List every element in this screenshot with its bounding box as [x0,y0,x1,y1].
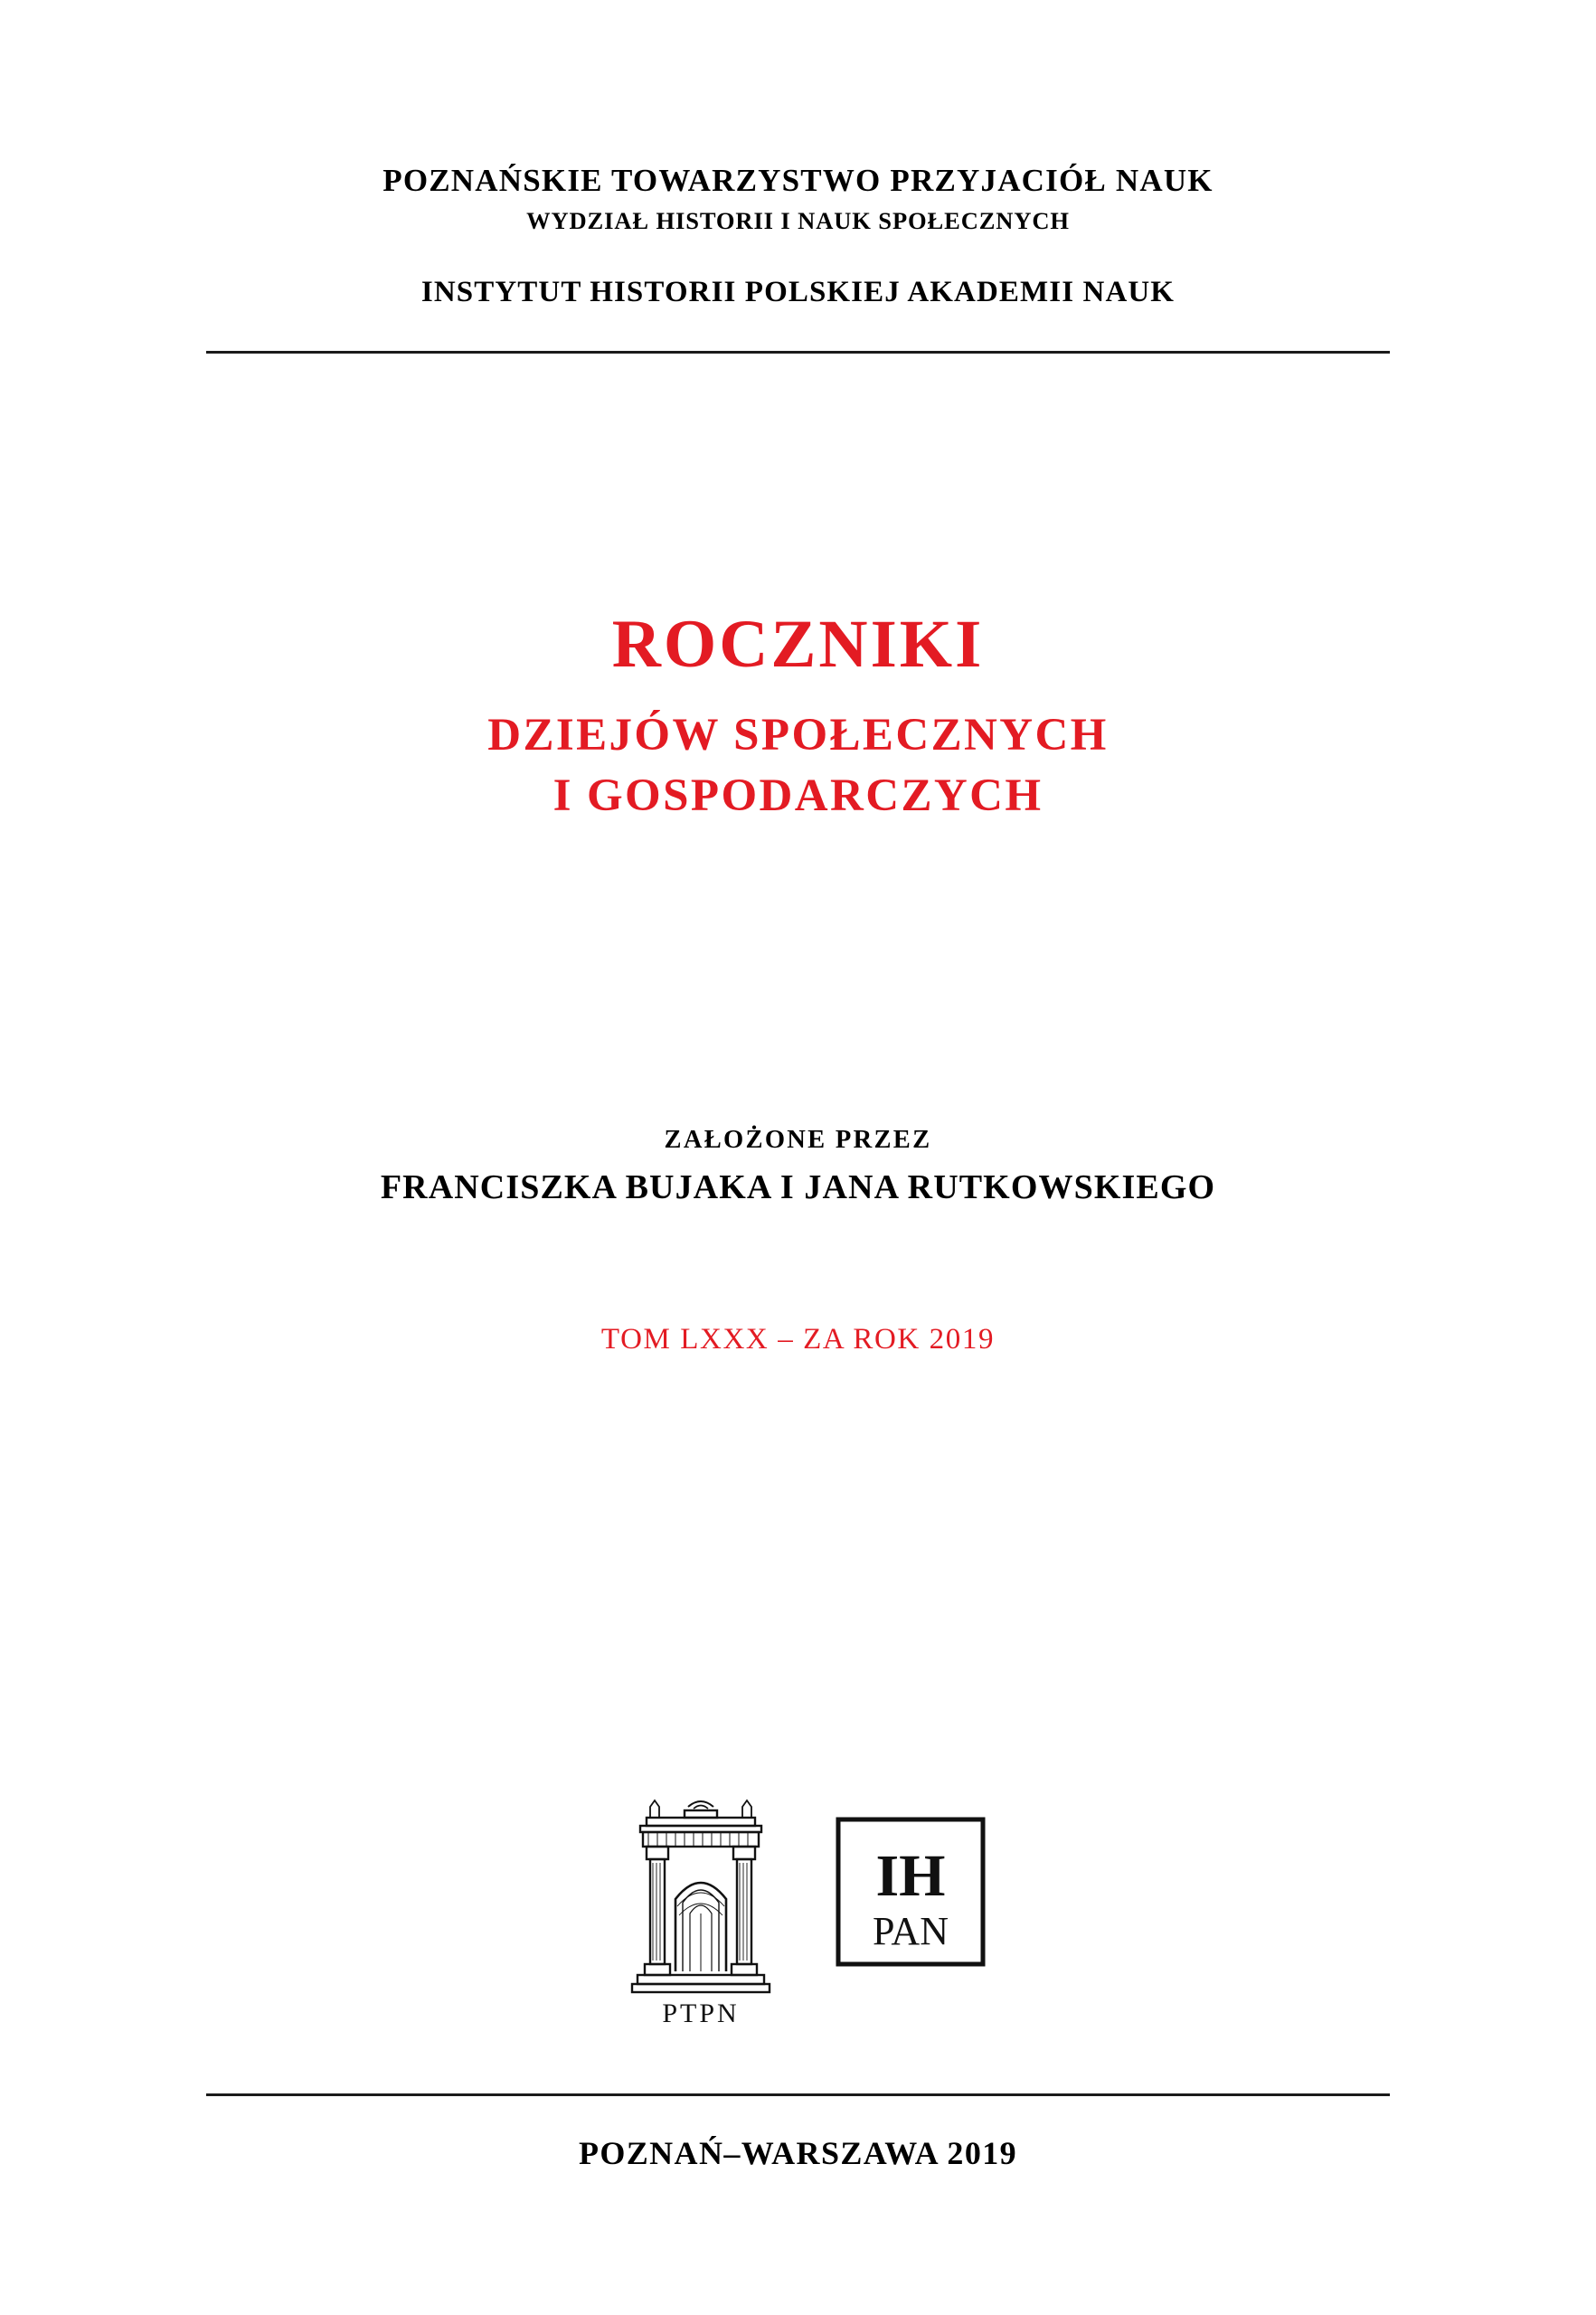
publisher-institute: INSTYTUT HISTORII POLSKIEJ AKADEMII NAUK [420,275,1176,308]
publisher-division: WYDZIAŁ HISTORII I NAUK SPOŁECZNYCH [526,206,1070,234]
divider-bottom [206,2093,1390,2096]
publisher-block [203,161,1393,311]
ptpn-caption: PTPN [661,1998,740,2028]
ihpan-logo [835,1816,987,1979]
journal-title-block [203,608,1393,826]
page-title: ROCZNIKI [611,607,985,682]
publisher-society: POZNAŃSKIE TOWARZYSTWO PRZYJACIÓŁ NAUK [382,163,1214,198]
founders-names: FRANCISZKA BUJAKA I JANA RUTKOWSKIEGO [380,1168,1216,1206]
founders-block [203,1126,1393,1207]
founders-prefix: ZAŁOŻONE PRZEZ [664,1126,932,1154]
place-and-year: POZNAŃ–WARSZAWA 2019 [578,2135,1018,2171]
ihpan-line-1: IH [874,1843,946,1909]
divider-top [206,351,1390,354]
ihpan-line-2: PAN [872,1909,949,1953]
journal-subtitle-line-1: DZIEJÓW SPOŁECZNYCH [487,709,1109,761]
logo-row [203,1791,1393,2044]
journal-subtitle-line-2: I GOSPODARCZYCH [552,770,1044,821]
page-content-area [203,0,1393,2315]
volume-label: TOM LXXX – ZA ROK 2019 [600,1323,996,1356]
ptpn-logo [610,1791,791,2030]
